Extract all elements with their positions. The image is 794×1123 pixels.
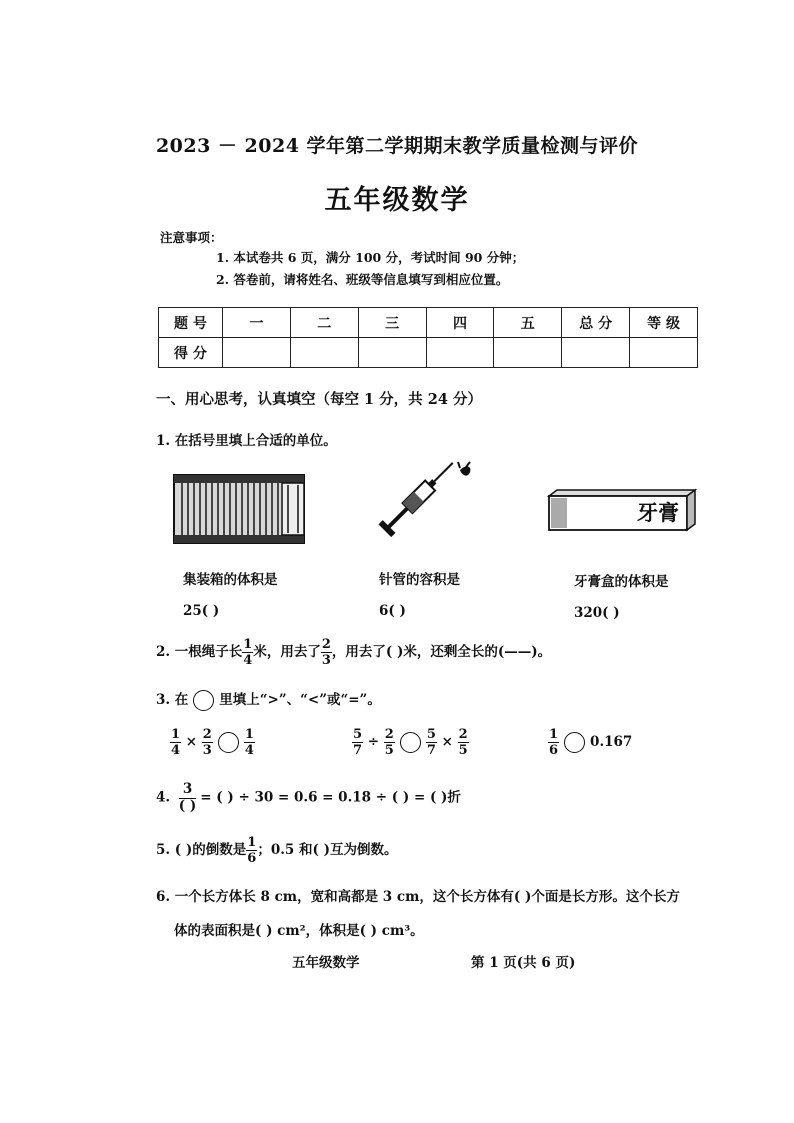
shipping-container-icon: [170, 471, 310, 549]
q2-text-b: 米，用去了: [253, 644, 321, 660]
q1-syringe-answer[interactable]: 6( ): [379, 603, 406, 619]
footer-page-number: 第 1 页(共 6 页): [471, 955, 576, 971]
score-cell-1: 一: [222, 308, 290, 338]
q4-number: 4.: [156, 789, 171, 806]
notes-label: 注意事项：: [160, 230, 223, 245]
q3-text-a: 3. 在: [156, 692, 189, 708]
score-input-2[interactable]: [290, 338, 358, 368]
score-input-4[interactable]: [426, 338, 494, 368]
score-cell-5: 五: [494, 308, 562, 338]
q1-container-label: 集装箱的体积是: [183, 572, 278, 588]
q2-fraction-2: $\frac{2}{3}$: [321, 637, 331, 668]
q3-e1-operator: ×: [185, 734, 198, 750]
q3-expression-2: [352, 728, 469, 757]
score-cell-label: 题 号: [159, 308, 223, 338]
q4-fraction: $\frac{3}{( )}$: [178, 781, 197, 814]
q5-text-b[interactable]: ；0.5 和( )互为倒数。: [257, 842, 398, 858]
score-table-score-row: [159, 338, 698, 368]
q3-e2-fraction-1: $\frac{5}{7}$: [353, 727, 363, 758]
q3-e2-operator-1: ÷: [367, 734, 380, 750]
section1-heading: 一、用心思考，认真填空（每空 1 分，共 24 分）: [156, 391, 482, 408]
score-input-grade[interactable]: [630, 338, 698, 368]
q1-toothpaste-answer[interactable]: 320( ): [574, 605, 620, 621]
q4-rest[interactable]: = ( ) ÷ 30 = 0.6 = 0.18 ÷ ( ) = ( )折: [200, 789, 461, 806]
toothpaste-box-text: 牙膏: [637, 501, 679, 525]
q2-text-c[interactable]: ，用去了( )米，还剩全长的(——)。: [331, 644, 552, 660]
q6-line-2[interactable]: 体的表面积是( ) cm²，体积是( ) cm³。: [174, 923, 424, 939]
q3-e3-fraction-1: $\frac{1}{6}$: [549, 727, 559, 758]
q6-line-1[interactable]: 6. 一个长方体长 8 cm，宽和高都是 3 cm，这个长方体有( )个面是长方形。这个长方: [156, 889, 680, 905]
score-input-5[interactable]: [494, 338, 562, 368]
score-table: [158, 307, 698, 368]
q4-line: [156, 783, 461, 813]
score-cell-3: 三: [358, 308, 426, 338]
q3-e2-fraction-4: $\frac{2}{5}$: [458, 727, 468, 758]
q3-e2-answer-circle[interactable]: [400, 732, 421, 753]
q1-syringe-label: 针管的容积是: [379, 572, 460, 588]
q3-e1-fraction-2: $\frac{2}{3}$: [202, 727, 212, 758]
score-row-label: 得 分: [159, 338, 223, 368]
q3-e2-operator-2: ×: [441, 734, 453, 750]
compare-circle-icon: [193, 690, 214, 711]
exam-subtitle: 五年级数学: [324, 185, 470, 216]
q2-fraction-1: $\frac{1}{4}$: [243, 637, 253, 668]
q3-e3-answer-circle[interactable]: [564, 732, 585, 753]
note-item-1: 1. 本试卷共 6 页，满分 100 分，考试时间 90 分钟；: [216, 250, 525, 265]
score-table-header-row: [159, 308, 698, 338]
q5-fraction: $\frac{1}{6}$: [247, 835, 257, 866]
q5-line: [156, 836, 398, 865]
q3-line: [156, 688, 381, 711]
score-input-3[interactable]: [358, 338, 426, 368]
q3-e2-fraction-2: $\frac{2}{5}$: [384, 727, 394, 758]
q3-text-b: 里填上“>”、“<”或“=”。: [219, 692, 381, 708]
q2-line: [156, 638, 551, 667]
q1-toothpaste-label: 牙膏盒的体积是: [574, 574, 669, 590]
q1-text: 1. 在括号里填上合适的单位。: [156, 433, 337, 449]
score-cell-2: 二: [290, 308, 358, 338]
q3-expression-1: [170, 728, 255, 757]
score-input-total[interactable]: [562, 338, 630, 368]
footer-subject: 五年级数学: [292, 955, 360, 971]
syringe-icon: [378, 456, 478, 556]
q3-expression-3: [548, 728, 632, 757]
score-input-1[interactable]: [222, 338, 290, 368]
q1-container-answer[interactable]: 25( ): [183, 603, 220, 619]
score-cell-4: 四: [426, 308, 494, 338]
q3-e1-answer-circle[interactable]: [218, 732, 239, 753]
exam-title: 2023 － 2024 学年第二学期期末教学质量检测与评价: [155, 135, 639, 157]
score-cell-grade: 等 级: [630, 308, 698, 338]
q2-text-a: 2. 一根绳子长: [156, 644, 243, 660]
note-item-2: 2. 答卷前，请将姓名、班级等信息填写到相应位置。: [216, 272, 509, 287]
score-cell-total: 总 分: [562, 308, 630, 338]
q5-text-a[interactable]: 5. ( )的倒数是: [156, 842, 247, 858]
q3-e1-fraction-3: $\frac{1}{4}$: [244, 727, 254, 758]
q3-e3-rhs: 0.167: [590, 734, 633, 750]
q3-e2-fraction-3: $\frac{5}{7}$: [426, 727, 436, 758]
q3-e1-fraction-1: $\frac{1}{4}$: [171, 727, 181, 758]
